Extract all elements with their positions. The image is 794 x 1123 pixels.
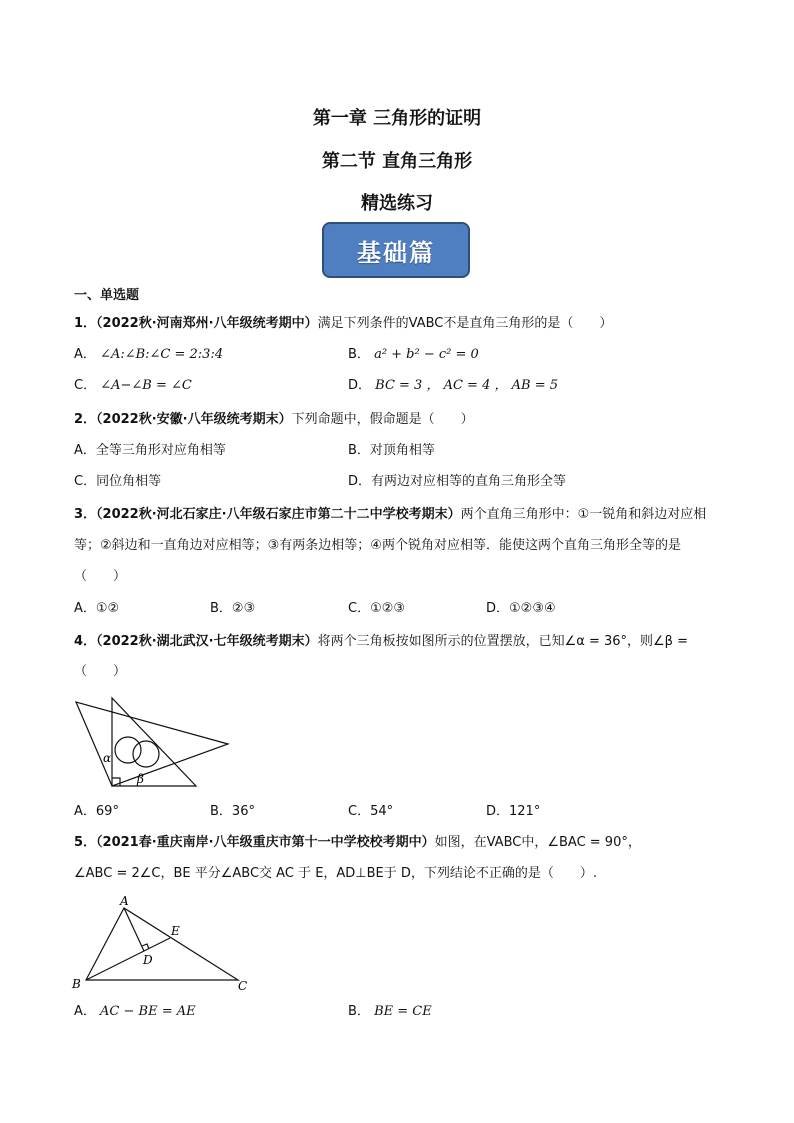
ruler-hole-1 (115, 737, 141, 763)
section-title: 第二节 直角三角形 (321, 151, 473, 172)
option-B: B． BE = CE (348, 1004, 432, 1019)
option-D: D．①②③④ (486, 601, 556, 616)
question-4-stem-cont: （ ） (74, 664, 127, 679)
subtitle: 精选练习 (361, 193, 433, 214)
beta-label: β (137, 772, 144, 786)
question-4-stem: 4．（2022秋·湖北武汉·七年级统考期末）将两个三角板按如图所示的位置摆放，已知∠α = 36°，则∠β = (74, 634, 689, 649)
segment-BE (86, 938, 170, 980)
question-4-figure (70, 692, 230, 792)
option-C: C．54° (348, 804, 394, 819)
point-B-label: B (72, 977, 81, 991)
question-5-stem: 5．（2021春·重庆南岸·八年级重庆市第十一中学校校考期中）如图，在VABC中，∠BAC = 90°， (74, 835, 641, 850)
option-B: B．对顶角相等 (348, 443, 435, 458)
question-type-heading: 一、单选题 (74, 288, 140, 303)
option-A: A．69° (74, 804, 119, 819)
option-A: A． AC − BE = AE (74, 1004, 196, 1019)
question-1-stem (74, 314, 612, 334)
point-D-label: D (143, 953, 153, 967)
question-3-stem: 3．（2022秋·河北石家庄·八年级石家庄市第二十二中学校考期末）两个直角三角形中：①一锐角和斜边对应相等；②斜边和一直角边对应相等；③有两条边相等；④两个锐角对应相等．能使这两个直角三角形全等的是（ ） (74, 507, 707, 584)
option-D: D．121° (486, 804, 541, 819)
question-source: （2022秋·河南郑州·八年级统考期中） (96, 316, 318, 331)
point-E-label: E (171, 924, 180, 938)
question-text: 满足下列条件的VABC不是直角三角形的是（ ） (317, 316, 613, 331)
option-D: D． BC = 3 ， AC = 4 ， AB = 5 (348, 378, 558, 393)
question-5-stem-cont: ∠ABC = 2∠C，BE 平分∠ABC交 AC 于 E，AD⊥BE于 D，下列结论不正确的是（ ）. (74, 866, 598, 881)
triangle-ruler-1 (76, 702, 228, 786)
level-banner: 基础篇 (322, 222, 470, 278)
chapter-title: 第一章 三角形的证明 (312, 108, 482, 129)
option-A: A． ∠A:∠B:∠C = 2:3:4 (74, 347, 224, 362)
option-C: C．同位角相等 (74, 474, 162, 489)
option-B: B．36° (210, 804, 255, 819)
triangle-ruler-2 (112, 698, 196, 786)
option-D: D．有两边对应相等的直角三角形全等 (348, 474, 567, 489)
option-B: B．②③ (210, 601, 256, 616)
point-C-label: C (238, 979, 248, 993)
point-A-label: A (120, 894, 129, 908)
ruler-hole-2 (133, 741, 159, 767)
option-C: C．①②③ (348, 601, 406, 616)
option-C: C． ∠A−∠B = ∠C (74, 378, 192, 393)
question-number: 1． (74, 316, 97, 331)
option-B: B． a² + b² − c² = 0 (348, 347, 479, 362)
option-A: A．全等三角形对应角相等 (74, 443, 226, 458)
question-2-stem: 2．（2022秋·安徽·八年级统考期末）下列命题中，假命题是（ ） (74, 412, 474, 427)
question-5-figure (66, 892, 266, 996)
alpha-label: α (103, 751, 112, 765)
option-A: A．①② (74, 601, 120, 616)
